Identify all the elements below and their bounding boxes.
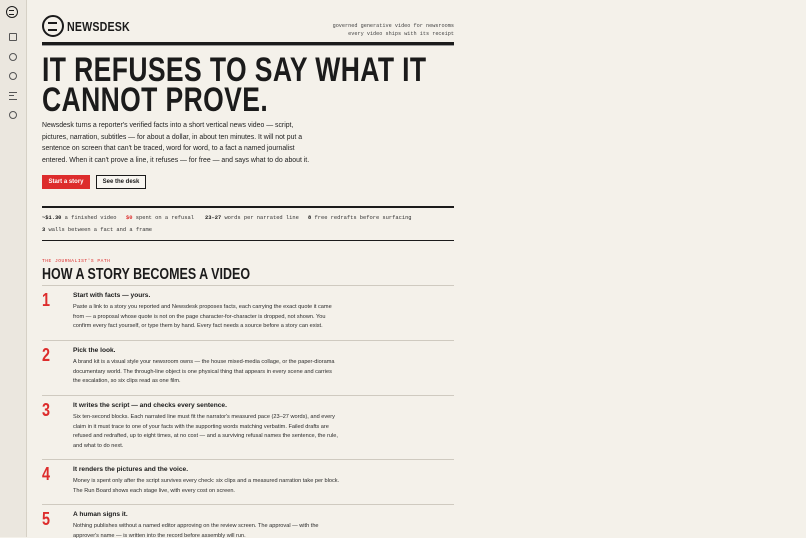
step-title: Start with facts — yours. [73, 292, 151, 299]
step-item [42, 504, 454, 538]
stat-value: $0 [126, 215, 133, 221]
step-item [42, 459, 454, 504]
step-item [42, 395, 454, 459]
section-eyebrow: THE JOURNALIST'S PATH [42, 259, 111, 264]
site-header [42, 14, 454, 40]
start-story-button[interactable]: Start a story [42, 175, 90, 189]
stat-value: 3 [42, 227, 46, 233]
list-icon[interactable] [9, 92, 17, 100]
app-logo-icon[interactable] [6, 6, 18, 18]
step-body: A brand kit is a visual style your newsroom owns — the house mixed-media collage, or the paper-diorama documentary world. The through-line object is one physical thing that appears in every scene and carries the escalation, so six clips read as one film. [73, 359, 335, 384]
step-number: 5 [42, 509, 51, 529]
stat-label: spent on a refusal [135, 215, 194, 221]
step-body: Six ten-second blocks. Each narrated line must fit the narrator's measured pace (23–27 words), and every claim in it must trace to one of your facts with the supporting words matching verbatim. Failed drafts are refused and redrafted, up to eight times, at no cost — and a surviving refusal names the sentence, the rule, and what to do next. [73, 414, 338, 449]
stats-strip [42, 206, 454, 241]
step-title: It renders the pictures and the voice. [73, 466, 189, 473]
step-number: 1 [42, 290, 51, 310]
globe-icon[interactable] [9, 53, 17, 61]
stat-item [308, 215, 412, 221]
step-number: 4 [42, 464, 51, 484]
circle-icon[interactable] [9, 72, 17, 80]
step-body: Money is spent only after the script survives every check: six clips and a measured narration take per block. The Run Board shows each stage live, with every cost on screen. [73, 478, 340, 494]
stat-label: words per narrated line [224, 215, 299, 221]
stat-label: a finished video [64, 215, 117, 221]
stat-value: 23–27 [205, 215, 222, 221]
newsdesk-logo-icon[interactable] [42, 15, 64, 37]
step-title: It writes the script — and checks every sentence. [73, 402, 227, 409]
step-body: Paste a link to a story you reported and Newsdesk proposes facts, each carrying the exact quote it came from — a proposal whose quote is not on the page character-for-character is dropped, not shown. You confirm every fact yourself, or type them by hand. Every fact needs a source before a story can exist. [73, 304, 332, 329]
step-item [42, 285, 454, 340]
step-number: 2 [42, 345, 51, 365]
tagline-line-1: governed generative video for newsrooms [332, 23, 454, 29]
stat-item [205, 215, 299, 221]
info-icon[interactable] [9, 111, 17, 119]
step-item [42, 340, 454, 395]
tagline-line-2: every video ships with its receipt [348, 30, 454, 37]
stat-label: walls between a fact and a frame [48, 227, 153, 233]
step-number: 3 [42, 400, 51, 420]
stat-label: free redrafts before surfacing [314, 215, 412, 221]
step-body: Nothing publishes without a named editor approving on the review screen. The approval — with the approver's name — is written into the record before assembly will run. [73, 523, 319, 538]
stat-item [42, 215, 116, 221]
brand-name[interactable]: NEWSDESK [67, 19, 130, 34]
section-title: HOW A STORY BECOMES A VIDEO [42, 266, 251, 283]
app-sidebar [0, 0, 27, 537]
step-title: A human signs it. [73, 511, 128, 518]
step-title: Pick the look. [73, 347, 116, 354]
calendar-icon[interactable] [9, 33, 17, 41]
stat-item [42, 227, 152, 233]
see-desk-button[interactable]: See the desk [96, 175, 146, 189]
header-divider [42, 42, 454, 46]
hero-headline: IT REFUSES TO SAY WHAT IT CANNOT PROVE. [42, 51, 427, 119]
stat-item [126, 215, 194, 221]
tagline [333, 23, 454, 38]
stat-value: 8 [308, 215, 312, 221]
stat-value: ~$1.30 [42, 215, 62, 221]
hero-lede: Newsdesk turns a reporter's verified facts into a short vertical news video — script, pictures, narration, subtitles — for about a dollar, in about ten minutes. It will not put a sentence on screen that can't be traced, word for word, to a fact a named journalist entered. When it can't prove a line, it refuses — for free — and says what to do about it. [42, 122, 310, 165]
